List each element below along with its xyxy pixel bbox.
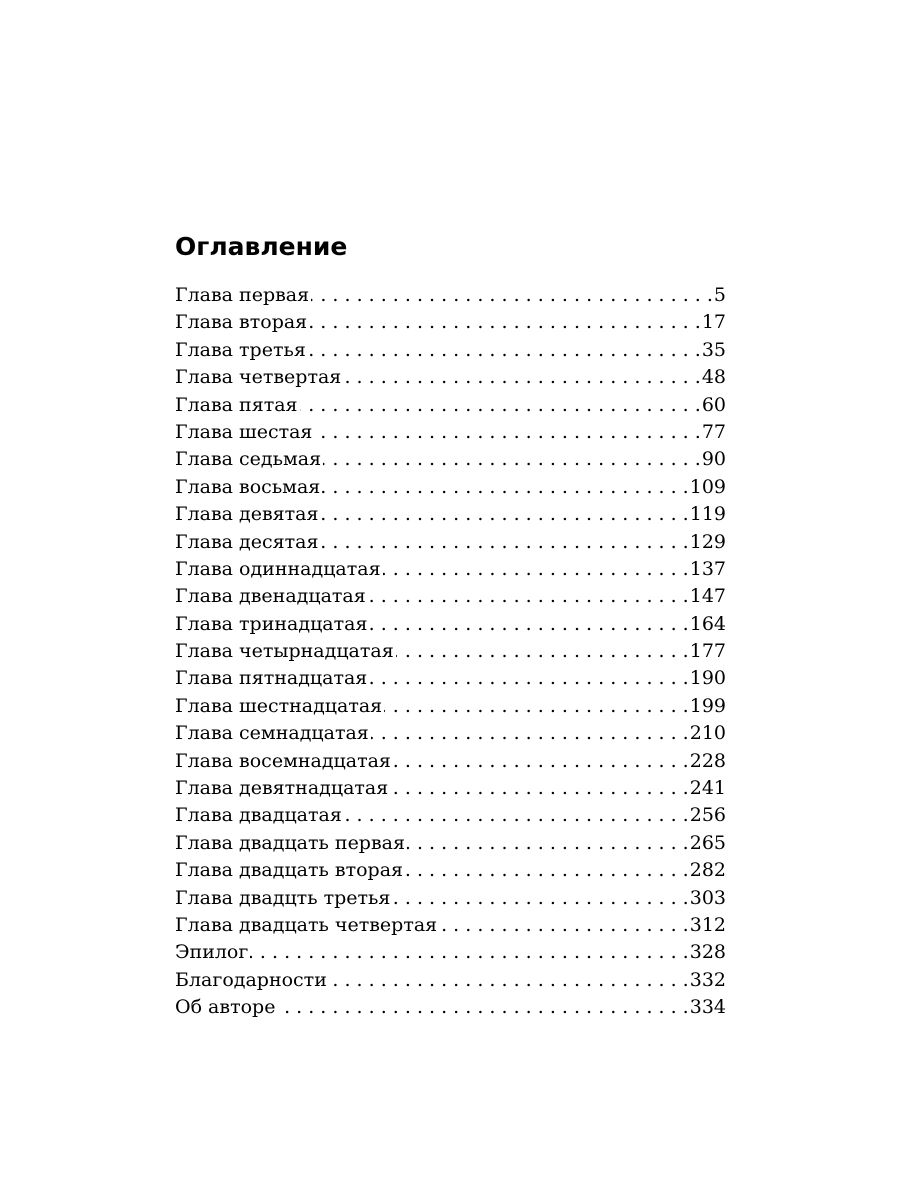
toc-entry-label: Глава двадцатая xyxy=(175,804,342,827)
toc-entry-page-number: 129 xyxy=(689,530,726,553)
toc-entry-label: Глава седьмая xyxy=(175,448,322,471)
toc-entry xyxy=(175,394,726,421)
toc-entry xyxy=(175,777,726,804)
toc-entry-page-number: 199 xyxy=(689,694,726,717)
toc-entry xyxy=(175,476,726,503)
toc-entry xyxy=(175,941,726,968)
toc-dot-leader xyxy=(277,996,688,1018)
toc-dot-leader xyxy=(392,887,688,909)
toc-entry-page-number: 17 xyxy=(701,311,726,334)
toc-entry-label: Глава тринадцатая xyxy=(175,612,368,635)
toc-dot-leader xyxy=(396,640,689,662)
toc-dot-leader xyxy=(329,969,689,991)
toc-entry xyxy=(175,859,726,886)
toc-entry-label: Глава двадцать четвертая xyxy=(175,913,438,936)
toc-entry-label: Глава шестая xyxy=(175,420,313,443)
toc-dot-leader xyxy=(369,667,688,689)
toc-entry-label: Глава двенадцатая xyxy=(175,585,366,608)
toc-entry-page-number: 5 xyxy=(713,284,726,306)
toc-dot-leader xyxy=(383,558,689,580)
toc-dot-leader xyxy=(393,750,689,772)
toc-dot-leader xyxy=(320,531,688,553)
toc-dot-leader xyxy=(323,448,701,470)
toc-entry-page-number: 90 xyxy=(701,448,726,471)
toc-entry-page-number: 119 xyxy=(689,503,726,526)
toc-entry-page-number: 60 xyxy=(701,393,726,416)
toc-dot-leader xyxy=(250,941,688,963)
toc-entry-label: Глава пятнадцатая xyxy=(175,667,368,690)
toc-entry-label: Глава двадцть третья xyxy=(175,886,391,909)
toc-entry-label: Глава четырнадцатая xyxy=(175,640,394,663)
toc-dot-leader xyxy=(368,585,689,607)
toc-entry-label: Глава девятая xyxy=(175,503,319,526)
toc-dot-leader xyxy=(308,339,701,361)
toc-entry xyxy=(175,421,726,448)
toc-dot-leader xyxy=(369,613,688,635)
toc-entry xyxy=(175,366,726,393)
toc-entry-label: Глава третья xyxy=(175,338,306,361)
toc-entry xyxy=(175,750,726,777)
toc-entry xyxy=(175,722,726,749)
toc-entry-page-number: 210 xyxy=(689,722,726,745)
toc-entry xyxy=(175,448,726,475)
toc-entry xyxy=(175,585,726,612)
toc-dot-leader xyxy=(321,503,689,525)
toc-entry-page-number: 282 xyxy=(689,859,726,882)
toc-entry-label: Об авторе xyxy=(175,996,276,1019)
toc-entry xyxy=(175,503,726,530)
toc-entry-label: Глава двадцать первая xyxy=(175,831,405,854)
toc-entry-label: Глава восемнадцатая xyxy=(175,749,391,772)
toc-entry xyxy=(175,914,726,941)
toc-entry-page-number: 328 xyxy=(689,941,726,964)
toc-entry-page-number: 312 xyxy=(689,913,726,936)
toc-entry xyxy=(175,667,726,694)
toc-entry xyxy=(175,695,726,722)
toc-entry-page-number: 164 xyxy=(689,612,726,635)
toc-entry xyxy=(175,996,726,1023)
toc-dot-leader xyxy=(407,832,689,854)
toc-entry-page-number: 109 xyxy=(689,475,726,498)
toc-entry xyxy=(175,804,726,831)
toc-entry-label: Глава двадцать вторая xyxy=(175,859,404,882)
toc-entry xyxy=(175,339,726,366)
toc-entry-label: Глава шестнадцатая xyxy=(175,694,383,717)
toc-entry xyxy=(175,311,726,338)
toc-dot-leader xyxy=(311,284,713,306)
toc-dot-leader xyxy=(309,311,701,333)
toc-entry-label: Глава четвертая xyxy=(175,366,342,389)
toc-entry-page-number: 77 xyxy=(701,420,726,443)
toc-entry-page-number: 190 xyxy=(689,667,726,690)
toc-entry xyxy=(175,531,726,558)
toc-entry xyxy=(175,613,726,640)
toc-dot-leader xyxy=(300,394,701,416)
toc-entry xyxy=(175,640,726,667)
toc-entry-label: Глава восьмая xyxy=(175,475,321,498)
toc-entry-page-number: 228 xyxy=(689,749,726,772)
toc-entry-label: Глава вторая xyxy=(175,311,308,334)
toc-entry-page-number: 241 xyxy=(689,777,726,800)
toc-dot-leader xyxy=(384,695,689,717)
toc-entry xyxy=(175,558,726,585)
toc-entry-page-number: 334 xyxy=(689,996,726,1019)
table-of-contents xyxy=(175,284,726,1024)
toc-dot-leader xyxy=(439,914,689,936)
toc-entry xyxy=(175,887,726,914)
toc-dot-leader xyxy=(405,859,689,881)
toc-entry-page-number: 303 xyxy=(689,886,726,909)
toc-entry-label: Глава одиннадцатая xyxy=(175,557,381,580)
toc-dot-leader xyxy=(322,476,688,498)
toc-dot-leader xyxy=(344,804,689,826)
toc-entry-label: Глава девятнадцатая xyxy=(175,777,389,800)
toc-entry-page-number: 332 xyxy=(689,968,726,991)
toc-entry-label: Глава первая xyxy=(175,284,310,306)
toc-entry-page-number: 48 xyxy=(701,366,726,389)
toc-entry-page-number: 265 xyxy=(689,831,726,854)
toc-dot-leader xyxy=(343,366,701,388)
toc-dot-leader xyxy=(371,722,689,744)
toc-entry-page-number: 256 xyxy=(689,804,726,827)
toc-entry xyxy=(175,284,726,311)
toc-entry-page-number: 177 xyxy=(689,640,726,663)
toc-entry-page-number: 147 xyxy=(689,585,726,608)
toc-entry-page-number: 137 xyxy=(689,557,726,580)
toc-entry-label: Эпилог xyxy=(175,941,249,964)
toc-entry xyxy=(175,969,726,996)
toc-entry-label: Глава семнадцатая xyxy=(175,722,369,745)
toc-dot-leader xyxy=(314,421,700,443)
toc-entry-label: Глава пятая xyxy=(175,393,298,416)
toc-dot-leader xyxy=(390,777,688,799)
toc-entry-label: Глава десятая xyxy=(175,530,319,553)
toc-entry-page-number: 35 xyxy=(701,338,726,361)
toc-entry-label: Благодарности xyxy=(175,968,327,991)
toc-entry xyxy=(175,832,726,859)
page-title: Оглавление xyxy=(175,232,348,261)
